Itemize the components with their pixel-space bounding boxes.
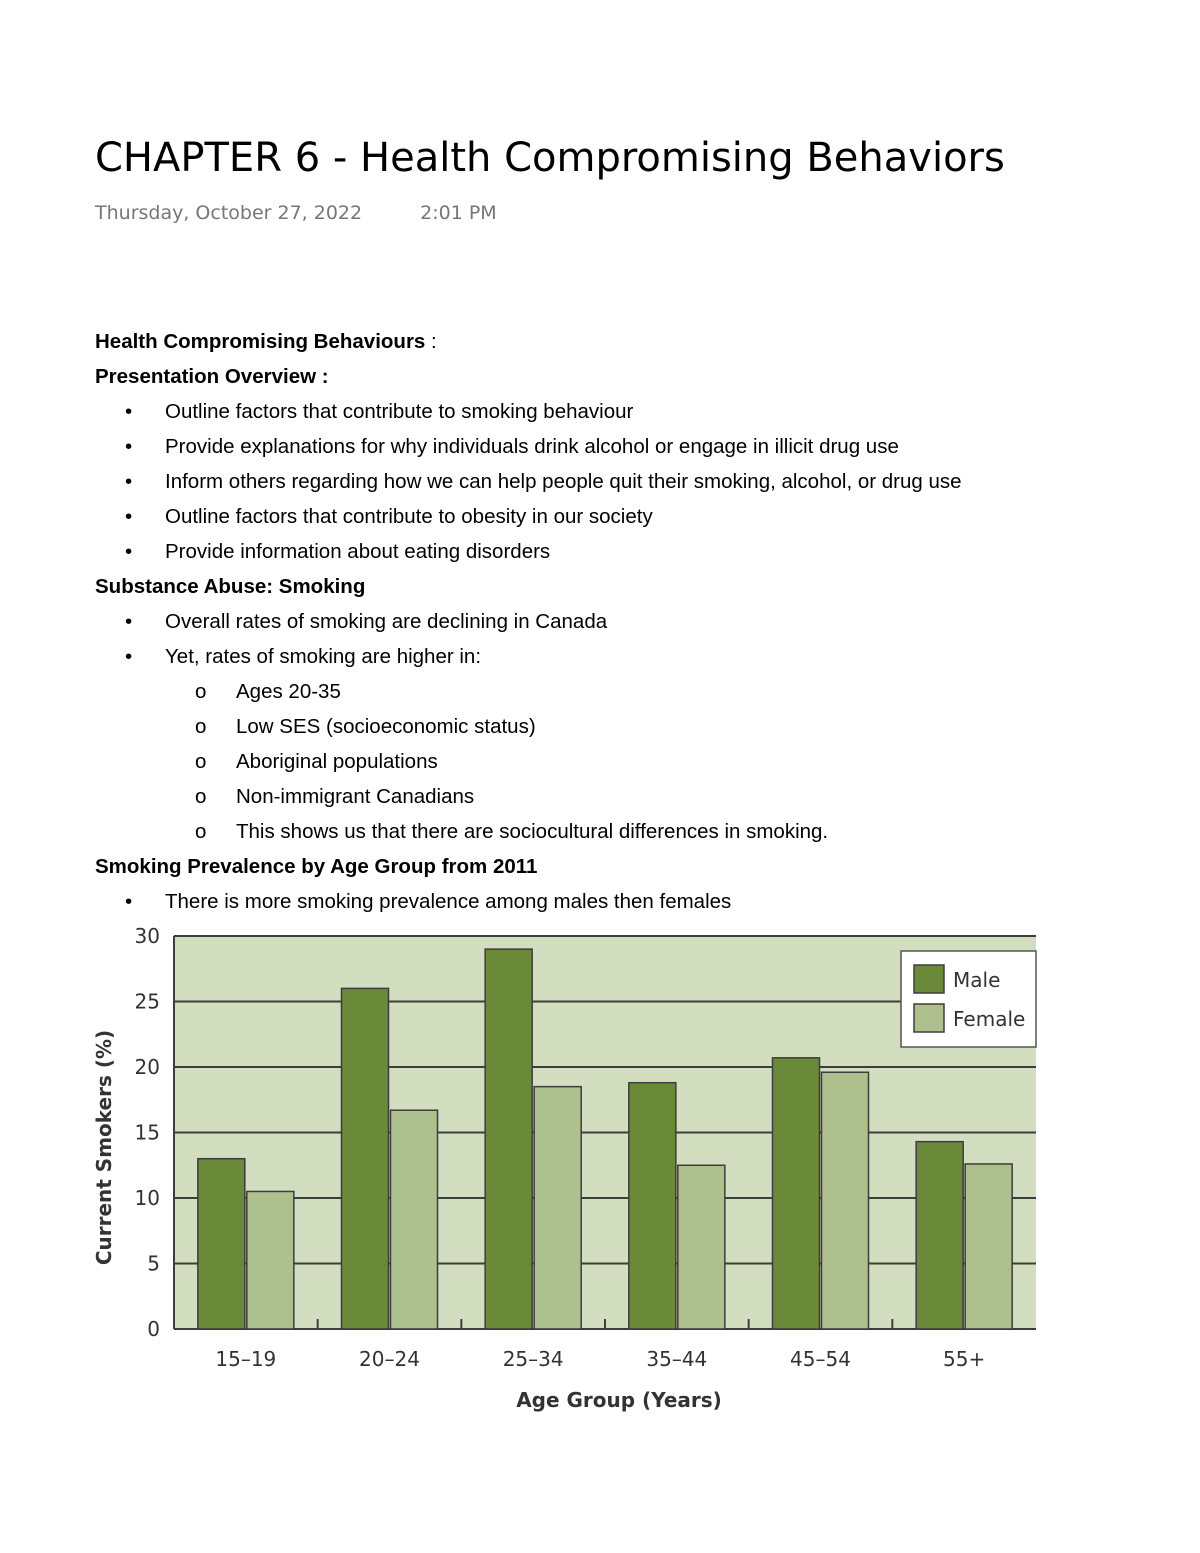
x-tick-label: 55+ [943,1347,986,1371]
y-tick-label: 5 [147,1251,160,1276]
legend-swatch-male [914,965,944,993]
legend-label-male: Male [953,968,1001,992]
x-tick-label: 25–34 [502,1347,564,1371]
list-item: • Provide information about eating disorders [95,534,1200,569]
list-item: • Provide explanations for why individuals drink alcohol or engage in illicit drug use [95,429,1200,464]
x-tick-label: 20–24 [359,1347,420,1371]
page-date: Thursday, October 27, 2022 [95,202,363,224]
intro-line [95,324,1200,359]
smoking-prevalence-chart [90,922,1040,1432]
y-tick-label: 15 [134,1120,160,1145]
bar-female [247,1191,294,1329]
y-axis-label: Current Smokers (%) [92,1029,116,1266]
bar-female [391,1110,438,1329]
x-tick-label: 35–44 [646,1347,708,1371]
legend-label-female: Female [953,1007,1026,1031]
overview-heading: Presentation Overview : [95,365,329,388]
list-item: • Outline factors that contribute to smoking behaviour [95,394,1200,429]
bar-male [485,949,532,1329]
sub-list-item: o Ages 20-35 [95,674,1200,709]
bar-female [534,1087,581,1329]
y-tick-label: 0 [147,1317,160,1341]
x-axis-label: Age Group (Years) [516,1388,722,1412]
list-item: • There is more smoking prevalence among males then females [95,884,1200,919]
note-body [95,324,1200,919]
list-item: • Yet, rates of smoking are higher in: [95,639,1200,674]
list-item: • Overall rates of smoking are declining in Canada [95,604,1200,639]
page-title: CHAPTER 6 - Health Compromising Behaviors [95,135,1005,181]
page-time: 2:01 PM [420,202,497,224]
y-tick-label: 25 [134,989,160,1014]
x-tick-label: 45–54 [790,1347,851,1371]
legend-swatch-female [914,1004,944,1032]
bar-male [773,1058,820,1329]
prevalence-heading: Smoking Prevalence by Age Group from 2011 [95,855,538,878]
sub-list-item: o Aboriginal populations [95,744,1200,779]
y-tick-label: 20 [134,1055,160,1079]
sub-list-item: o Low SES (socioeconomic status) [95,709,1200,744]
bar-female [678,1165,725,1329]
y-tick-label: 30 [134,924,160,948]
x-tick-label: 15–19 [215,1347,277,1371]
bar-female [965,1164,1012,1329]
bar-male [916,1142,963,1329]
page-datetime [95,199,497,227]
bar-male [198,1159,245,1329]
sub-list-item: o Non-immigrant Canadians [95,779,1200,814]
bar-male [342,988,389,1329]
list-item: • Inform others regarding how we can help people quit their smoking, alcohol, or drug use [95,464,1200,499]
y-tick-label: 10 [134,1186,160,1210]
intro-suffix: : [425,330,437,353]
list-item: • Outline factors that contribute to obesity in our society [95,499,1200,534]
bar-female [822,1072,869,1329]
sub-list-item: o This shows us that there are sociocultural differences in smoking. [95,814,1200,849]
bar-male [629,1083,676,1329]
intro-heading: Health Compromising Behaviours [95,330,426,353]
smoking-heading: Substance Abuse: Smoking [95,575,366,598]
